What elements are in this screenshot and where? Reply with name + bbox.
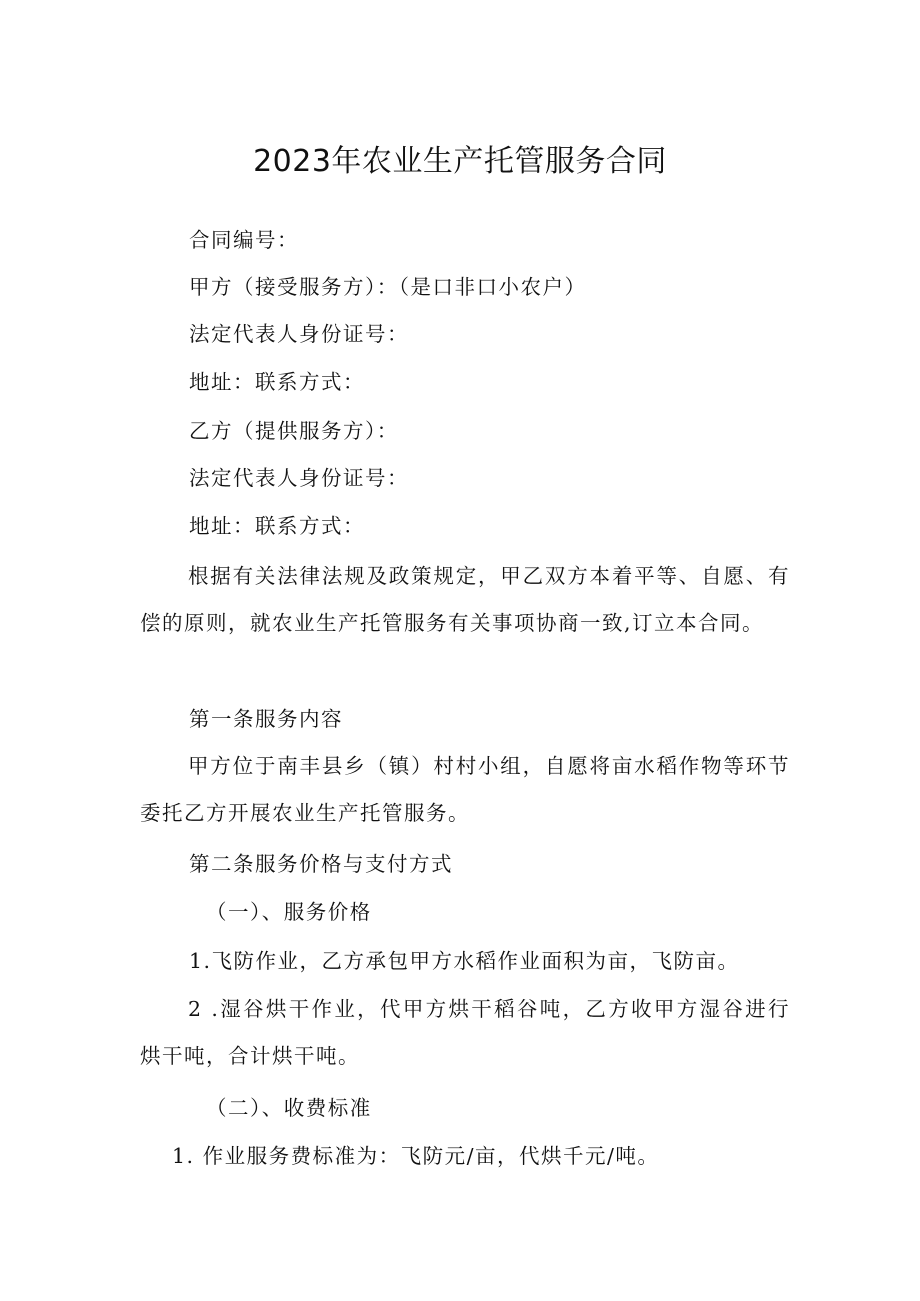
section-2-heading: （二）、收费标准 (206, 1096, 372, 1120)
preamble-paragraph: 根据有关法律法规及政策规定，甲乙双方本着平等、自愿、有偿的原则，就农业生产托管服务有关事项协商一致,订立本合同。 (140, 564, 790, 635)
price-item-1: 1.飞防作业，乙方承包甲方水稻作业面积为亩，飞防亩。 (189, 949, 740, 973)
article-2-heading: 第二条服务价格与支付方式 (189, 852, 453, 876)
party-a-field: 甲方（接受服务方）：（是口非口小农户） (189, 275, 587, 299)
party-a-address-field: 地址：联系方式： (189, 370, 365, 394)
price-item-2: 2 .湿谷烘干作业，代甲方烘干稻谷吨，乙方收甲方湿谷进行烘干吨，合计烘干吨。 (140, 997, 790, 1068)
section-1-heading: （一）、服务价格 (206, 900, 372, 924)
fee-item-1: 1. 作业服务费标准为：飞防元/亩，代烘千元/吨。 (172, 1144, 660, 1168)
party-a-id-field: 法定代表人身份证号： (189, 322, 409, 346)
party-b-address-field: 地址：联系方式： (189, 514, 365, 538)
contract-number-field: 合同编号： (189, 228, 299, 252)
article-1-heading: 第一条服务内容 (189, 707, 343, 731)
article-1-body: 甲方位于南丰县乡（镇）村村小组，自愿将亩水稻作物等环节委托乙方开展农业生产托管服务。 (140, 754, 790, 825)
party-b-id-field: 法定代表人身份证号： (189, 466, 409, 490)
document-title: 2023年农业生产托管服务合同 (253, 144, 667, 179)
party-b-field: 乙方（提供服务方）： (189, 419, 399, 443)
